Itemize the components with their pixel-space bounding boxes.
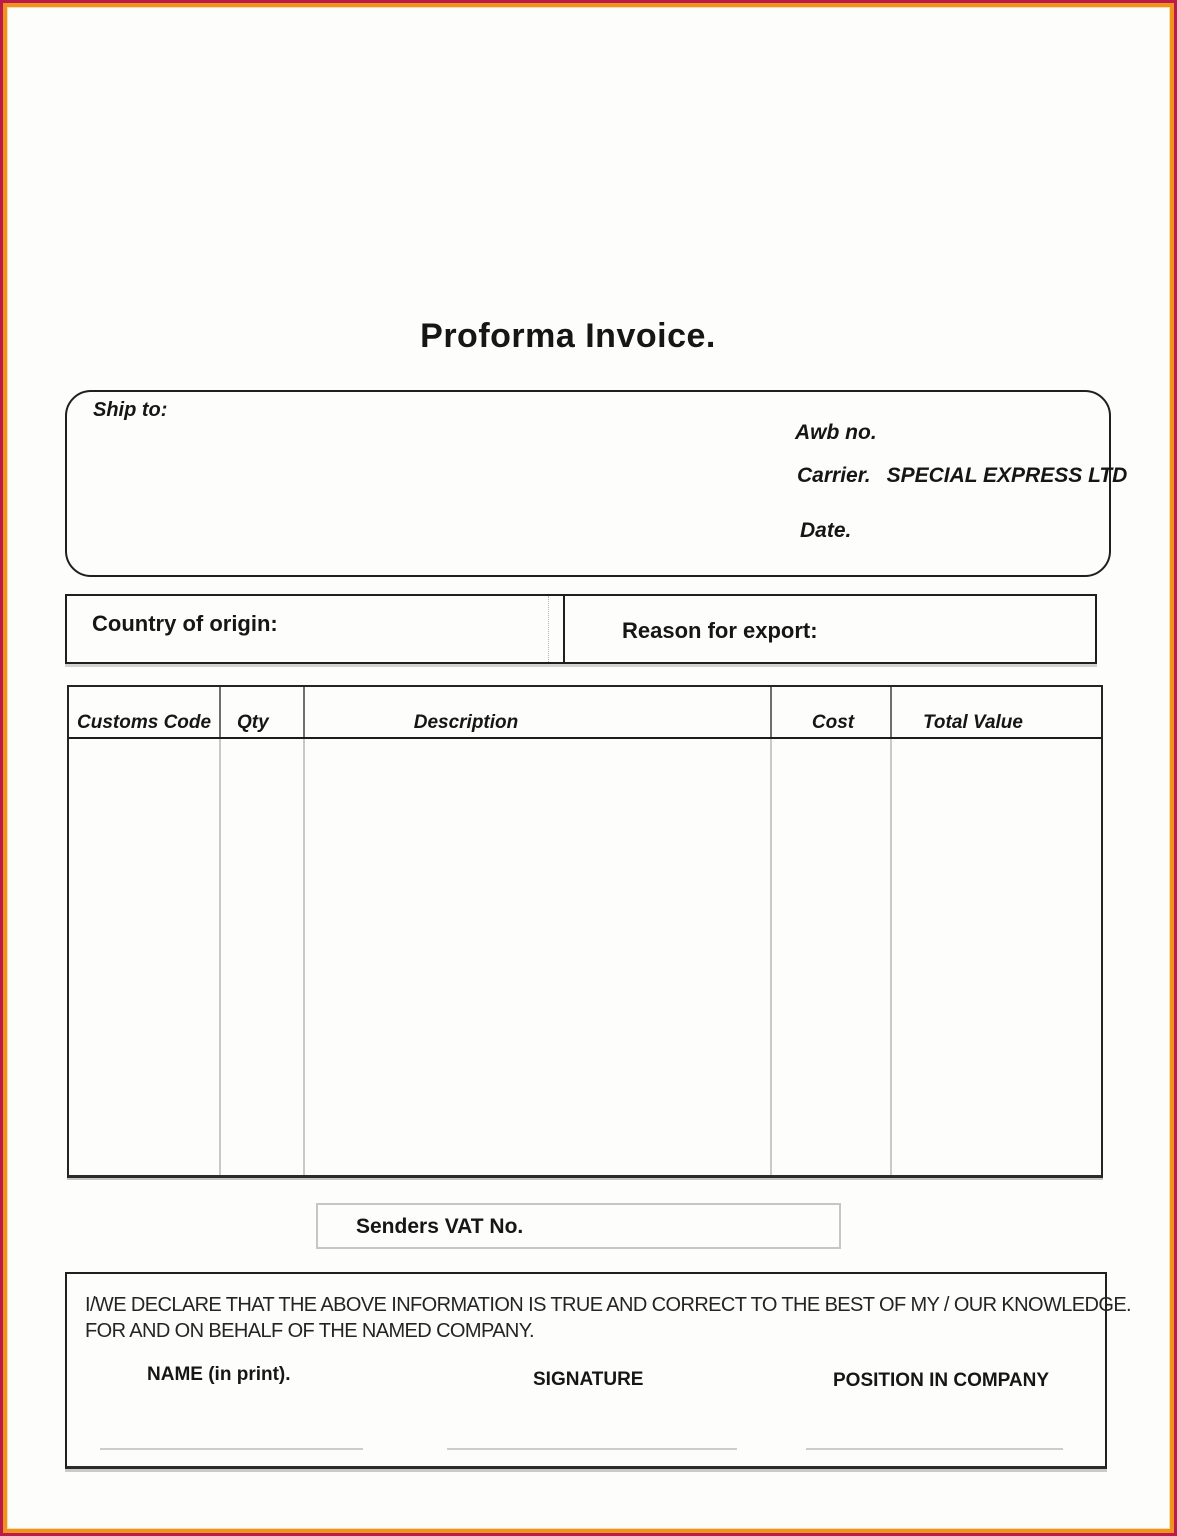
declaration-line-2: FOR AND ON BEHALF OF THE NAMED COMPANY. [85,1320,534,1342]
column-header-cost: Cost [811,712,855,733]
senders-vat-label: Senders VAT No. [356,1215,524,1238]
declaration-line-1: I/WE DECLARE THAT THE ABOVE INFORMATION IS TRUE AND CORRECT TO THE BEST OF MY / OUR KNOWLEDGE. [85,1294,1132,1316]
signature-line [100,1448,363,1450]
senders-vat-box [316,1203,841,1249]
carrier-label: Carrier. [797,464,871,487]
origin-divider-dotted [548,596,549,662]
column-header-customs-code: Customs Code [77,712,212,733]
name-in-print-label: NAME (in print). [147,1364,291,1385]
declaration-box [65,1272,1132,1469]
carrier-line [797,465,1127,486]
signature-line [447,1448,737,1450]
reason-for-export-label: Reason for export: [622,618,818,643]
column-header-total-value: Total Value [923,712,1023,733]
origin-divider [563,596,565,662]
column-header-qty: Qty [237,712,269,733]
position-in-company-label: POSITION IN COMPANY [833,1370,1050,1391]
page-title: Proforma Invoice. [420,317,716,355]
ship-to-label: Ship to: [93,399,168,421]
carrier-value: SPECIAL EXPRESS LTD [886,464,1128,487]
column-header-description: Description [413,712,519,733]
date-label: Date. [800,519,852,542]
origin-box [65,594,1097,664]
items-table [67,685,1103,1178]
country-of-origin-label: Country of origin: [92,611,278,636]
signature-line [806,1448,1063,1450]
awb-no-label: Awb no. [795,421,877,444]
ship-to-box [65,390,1128,577]
signature-label: SIGNATURE [533,1369,644,1390]
table-body [69,739,1101,1175]
